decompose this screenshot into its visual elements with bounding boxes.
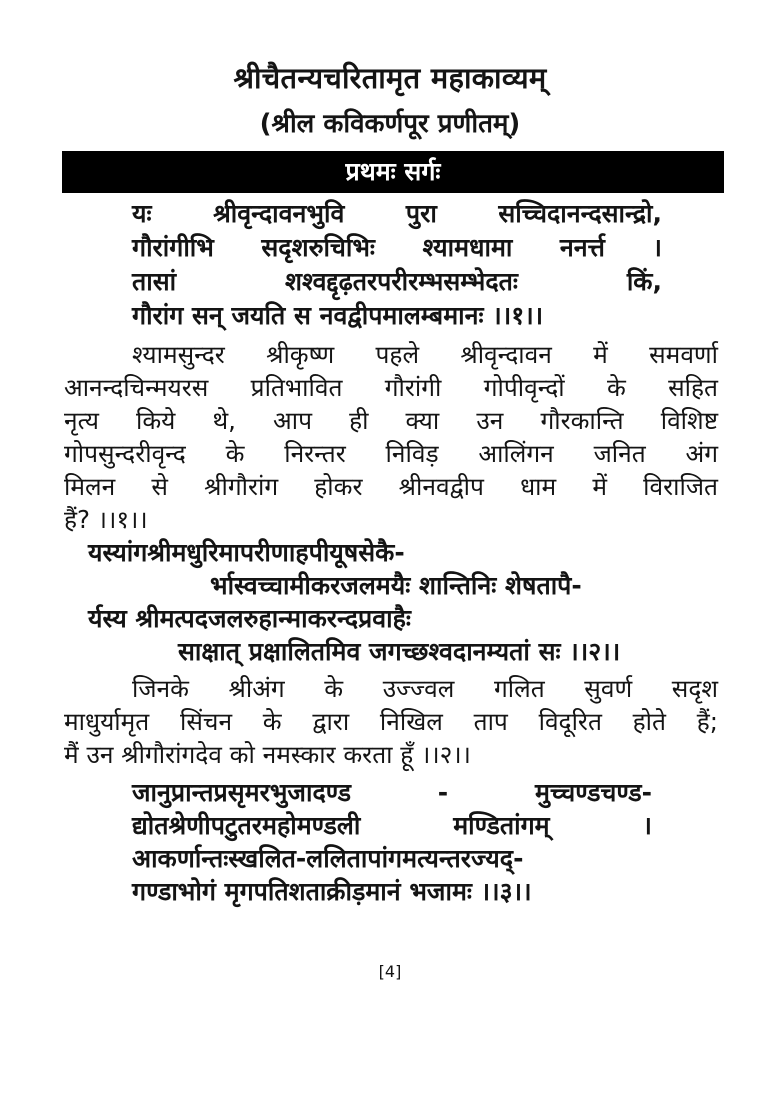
verse-1-line-3: तासां शश्वद्दृढ़तरपरीरम्भसम्भेदतः किं, [132,267,662,296]
verse-3-line-3: आकर्णान्तःस्खलित-ललितापांगमत्यन्तरज्यद्- [132,844,524,873]
prose-2-line-3: मैं उन श्रीगौरांगदेव को नमस्कार करता हूँ ।।२।। [64,740,471,769]
verse-3-line-4: गण्डाभोगं मृगपतिशताक्रीड़मानं भजामः ।।३।। [132,877,532,906]
verse-3-line-2: द्योतश्रेणीपटुतरमहोमण्डली मण्डितांगम् । [132,811,652,840]
prose-1-line-4: गोपसुन्दरीवृन्द के निरन्तर निविड़ आलिंगन जनित अंग [64,439,718,468]
verse-3-line-1: जानुप्रान्तप्रसृमरभुजादण्ड - मुच्चण्डचण्ड- [132,778,652,807]
verse-1-line-4: गौरांग सन् जयति स नवद्वीपमालम्बमानः ।।१।। [132,301,544,330]
verse-2-line-2: र्भास्वच्चामीकरजलमयैः शान्तिनिः शेषतापै- [210,571,582,600]
page-title: श्रीचैतन्यचरितामृत महाकाव्यम् [233,61,547,95]
chapter-heading: प्रथमः सर्गः [62,151,724,193]
prose-1-line-6: हैं? ।।१।। [64,505,148,534]
verse-2-line-1: यस्यांगश्रीमधुरिमापरीणाहपीयूषसेकै- [88,538,405,567]
verse-2-line-3: र्यस्य श्रीमत्पदजलरुहान्माकरन्दप्रवाहैः [88,604,411,633]
prose-1-line-3: नृत्य किये थे, आप ही क्या उन गौरकान्ति विशिष्ट [64,406,718,435]
prose-2-line-2: माधुर्यामृत सिंचन के द्वारा निखिल ताप विदूरित होते हैं; [64,707,718,736]
verse-1-line-2: गौरांगीभि सदृशरुचिभिः श्यामधामा ननर्त्त । [132,233,662,262]
prose-1-line-5: मिलन से श्रीगौरांग होकर श्रीनवद्वीप धाम में विराजित [64,472,718,501]
verse-1-line-1: यः श्रीवृन्दावनभुवि पुरा सच्चिदानन्दसान्द्रो, [132,199,662,228]
page-number: [4] [378,962,402,981]
prose-1-line-1: श्यामसुन्दर श्रीकृष्ण पहले श्रीवृन्दावन में समवर्णा [132,340,718,369]
verse-2-line-4: साक्षात् प्रक्षालितमिव जगच्छश्वदानम्यतां सः ।।२।। [178,637,621,666]
page-subtitle: (श्रील कविकर्णपूर प्रणीतम्) [259,109,521,139]
prose-2-line-1: जिनके श्रीअंग के उज्ज्वल गलित सुवर्ण सदृश [132,674,718,703]
prose-1-line-2: आनन्दचिन्मयरस प्रतिभावित गौरांगी गोपीवृन्दों के सहित [64,373,718,402]
